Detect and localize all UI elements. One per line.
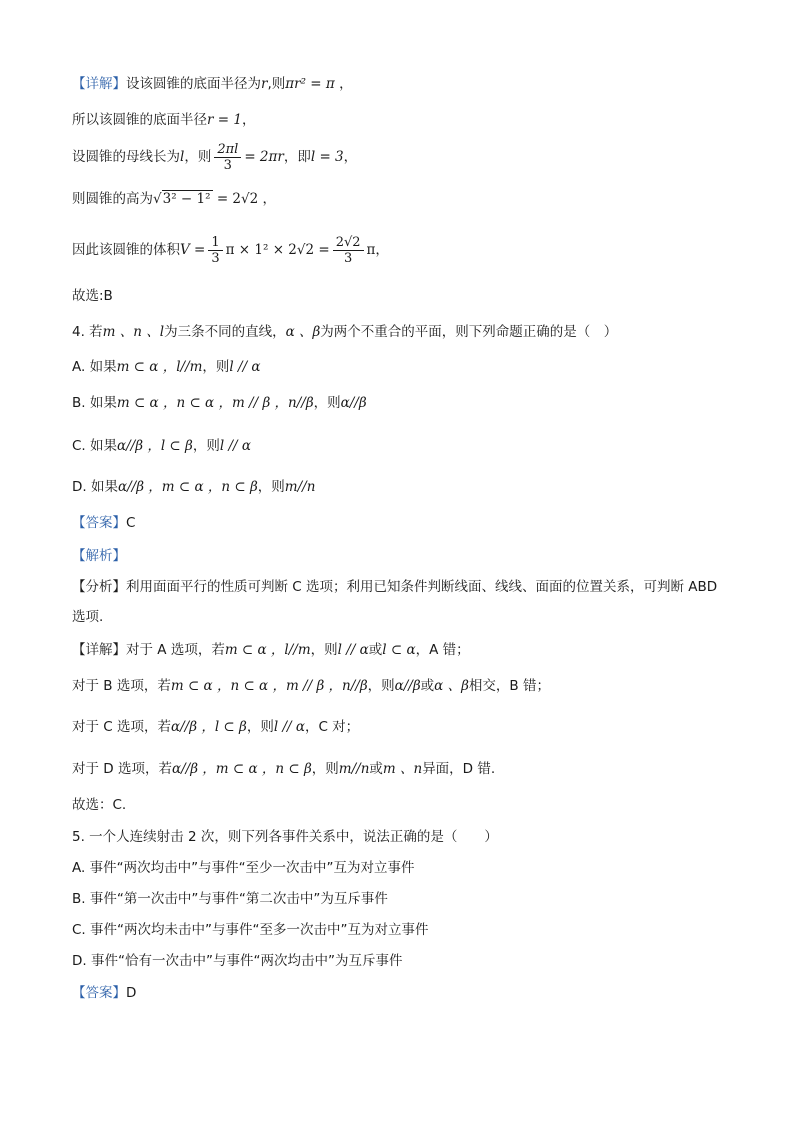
answer-label: 【答案】 (72, 515, 126, 531)
analysis-sub-label: 【分析】 (72, 579, 126, 595)
q5-option-c: C. 事件“两次均未击中”与事件“至多一次击中”互为对立事件 (72, 922, 429, 938)
q4-option-a: A. 如果m ⊂ α ，l//m，则l // α (72, 359, 261, 375)
q3-detail-line-4: 则圆锥的高为√3² − 1² = 2√2 ， (72, 191, 276, 207)
q4-answer: 【答案】C (72, 515, 136, 531)
q4-detail-d: 对于 D 选项，若α//β ，m ⊂ α ，n ⊂ β，则m//n或m 、n异面，D 错. (72, 761, 496, 777)
q4-detail-a: 【详解】对于 A 选项，若m ⊂ α ，l//m，则l // α或l ⊂ α，A 错； (72, 642, 470, 658)
q4-analysis-line-2: 选项. (72, 609, 104, 625)
q5-option-d: D. 事件“恰有一次击中”与事件“两次均击中”为互斥事件 (72, 953, 403, 969)
q4-option-b: B. 如果m ⊂ α ，n ⊂ α ，m // β ，n//β，则α//β (72, 395, 367, 411)
q4-stem: 4. 若m 、n 、l为三条不同的直线，α 、β为两个不重合的平面，则下列命题正确的是（ ） (72, 324, 618, 340)
q4-choose: 故选：C. (72, 797, 127, 813)
q3-detail-line-2: 所以该圆锥的底面半径r = 1， (72, 112, 256, 128)
analysis-label: 解析 (85, 548, 113, 564)
q4-analysis-line-1: 【分析】利用面面平行的性质可判断 C 选项；利用已知条件判断线面、线线、面面的位置关系，可判断 ABD (72, 579, 718, 595)
q4-analysis-heading: 【解析】 (72, 548, 126, 564)
fraction: $\frac{2√2}{3}$ (333, 235, 364, 266)
q4-detail-b: 对于 B 选项，若m ⊂ α ，n ⊂ α ，m // β ，n//β，则α//β或α 、β相交，B 错； (72, 678, 550, 694)
math-expression: πr² = π (285, 76, 335, 92)
q5-option-b: B. 事件“第一次击中”与事件“第二次击中”为互斥事件 (72, 891, 388, 907)
q3-detail-line-5: 因此该圆锥的体积V = $\frac{1}{3}$ π × 1² × 2√2 = $\frac{2√2}{3}$ π， (72, 234, 389, 266)
detail-label: 【详解】 (72, 76, 126, 92)
q4-detail-c: 对于 C 选项，若α//β ，l ⊂ β，则l // α，C 对； (72, 719, 360, 735)
square-root: √3² − 1² (153, 191, 211, 207)
q5-option-a: A. 事件“两次均击中”与事件“至少一次击中”互为对立事件 (72, 860, 415, 876)
q4-option-c: C. 如果α//β ，l ⊂ β，则l // α (72, 438, 251, 454)
math-expression: r = 1 (207, 112, 242, 128)
q5-answer: 【答案】D (72, 985, 137, 1001)
q5-stem: 5. 一个人连续射击 2 次，则下列各事件关系中，说法正确的是（ ） (72, 829, 498, 845)
q3-detail-line-3: 设圆锥的母线长为l，则 $\frac{2\pi l}{3}$ = 2πr，即l = 3， (72, 141, 358, 173)
fraction: $\frac{1}{3}$ (208, 235, 222, 266)
fraction: $\frac{2\pi l}{3}$ (214, 142, 241, 173)
q4-option-d: D. 如果α//β ，m ⊂ α ，n ⊂ β，则m//n (72, 479, 316, 495)
q3-choose: 故选:B (72, 288, 113, 304)
q3-detail-line-1: 【详解】设该圆锥的底面半径为r,则πr² = π ， (72, 76, 353, 92)
